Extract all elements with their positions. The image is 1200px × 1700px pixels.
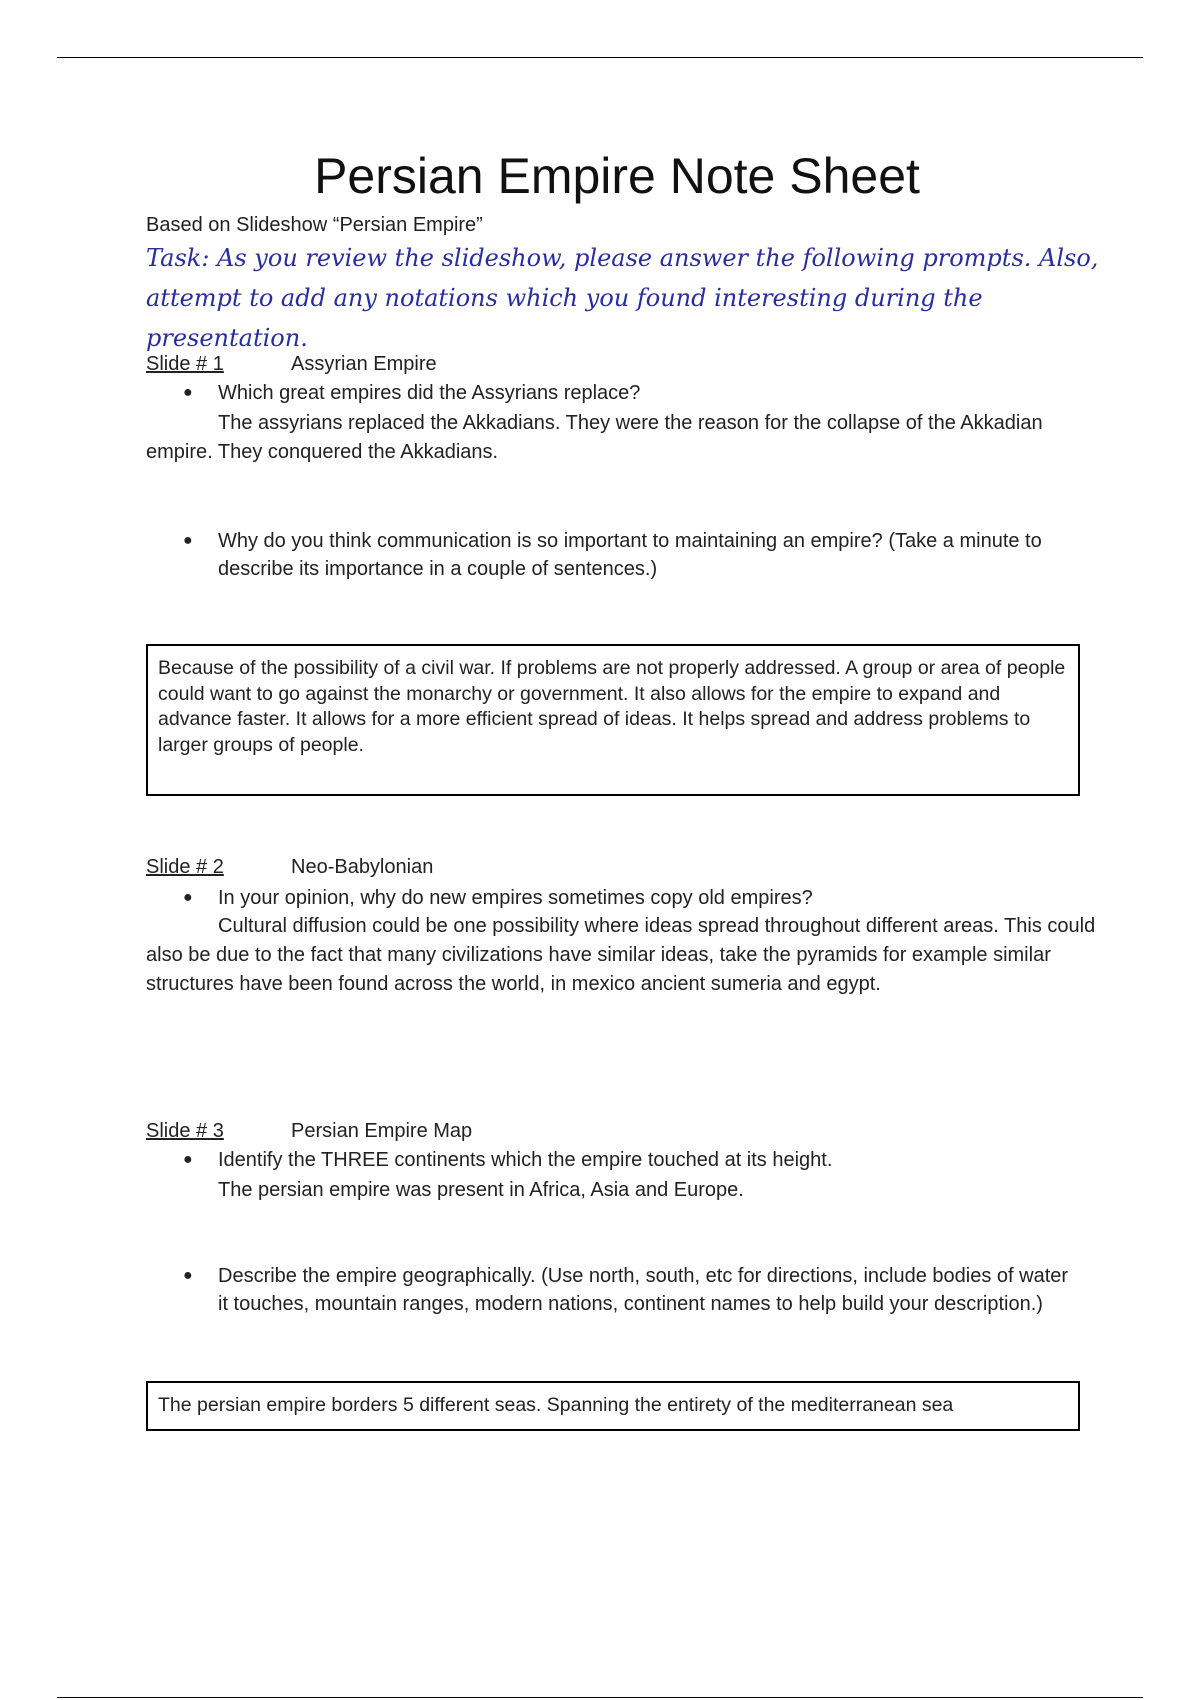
bullet-icon: ● xyxy=(183,1151,193,1168)
slide-3-number: Slide # 3 xyxy=(146,1120,224,1142)
subtitle: Based on Slideshow “Persian Empire” xyxy=(146,214,483,236)
slide-1-question-1-text: Which great empires did the Assyrians replace? xyxy=(218,382,641,404)
bullet-icon: ● xyxy=(183,1267,193,1284)
slide-3-name: Persian Empire Map xyxy=(291,1120,473,1142)
bullet-icon: ● xyxy=(183,889,193,906)
bullet-icon: ● xyxy=(183,384,193,401)
slide-1-question-2-text: Why do you think communication is so important to maintaining an empire? (Take a minute to describe its importance in a couple of sentences.) xyxy=(218,530,1042,580)
slide-2-question-1 xyxy=(183,884,1083,912)
slide-3-question-1-text: Identify the THREE continents which the empire touched at its height. xyxy=(218,1149,833,1171)
slide-3-answer-box: The persian empire borders 5 different seas. Spanning the entirety of the mediterranean sea xyxy=(146,1381,1080,1431)
slide-3-heading xyxy=(146,1118,472,1144)
bullet-icon: ● xyxy=(183,532,193,549)
slide-3-question-2-text: Describe the empire geographically. (Use north, south, etc for directions, include bodies of water it touches, mountain ranges, modern nations, continent names to help build your description.) xyxy=(218,1265,1069,1315)
task-instructions: Task: As you review the slideshow, please answer the following prompts. Also, attempt to add any notations which you found interesting during the presentation. xyxy=(146,244,1099,352)
slide-1-question-2 xyxy=(183,527,1083,583)
slide-2-answer-1: Cultural diffusion could be one possibility where ideas spread throughout different areas. This could also be due to the fact that many civilizations have similar ideas, take the pyramids for example similar structures have been found across the world, in mexico ancient sumeria and egypt. xyxy=(146,915,1096,995)
bottom-rule xyxy=(57,1697,1143,1698)
slide-1-number: Slide # 1 xyxy=(146,353,224,375)
slide-2-heading xyxy=(146,854,433,880)
slide-3-question-1 xyxy=(183,1146,1083,1174)
slide-3-answer-1: The persian empire was present in Africa, Asia and Europe. xyxy=(218,1179,744,1201)
slide-2-question-1-text: In your opinion, why do new empires sometimes copy old empires? xyxy=(218,887,813,909)
slide-1-question-1 xyxy=(183,379,1083,407)
slide-1-heading xyxy=(146,351,437,377)
slide-2-name: Neo-Babylonian xyxy=(291,856,434,878)
page-title: Persian Empire Note Sheet xyxy=(314,148,920,204)
slide-1-answer-1: The assyrians replaced the Akkadians. They were the reason for the collapse of the Akkadian empire. They conquered the Akkadians. xyxy=(146,412,1043,463)
slide-2-number: Slide # 2 xyxy=(146,856,224,878)
top-rule xyxy=(57,57,1143,58)
slide-1-name: Assyrian Empire xyxy=(291,353,437,375)
slide-1-answer-box: Because of the possibility of a civil war. If problems are not properly addressed. A group or area of people could want to go against the monarchy or government. It also allows for the empire to expand and advance faster. It allows for a more efficient spread of ideas. It helps spread and address problems to larger groups of people. xyxy=(146,644,1080,796)
slide-3-question-2 xyxy=(183,1262,1083,1318)
